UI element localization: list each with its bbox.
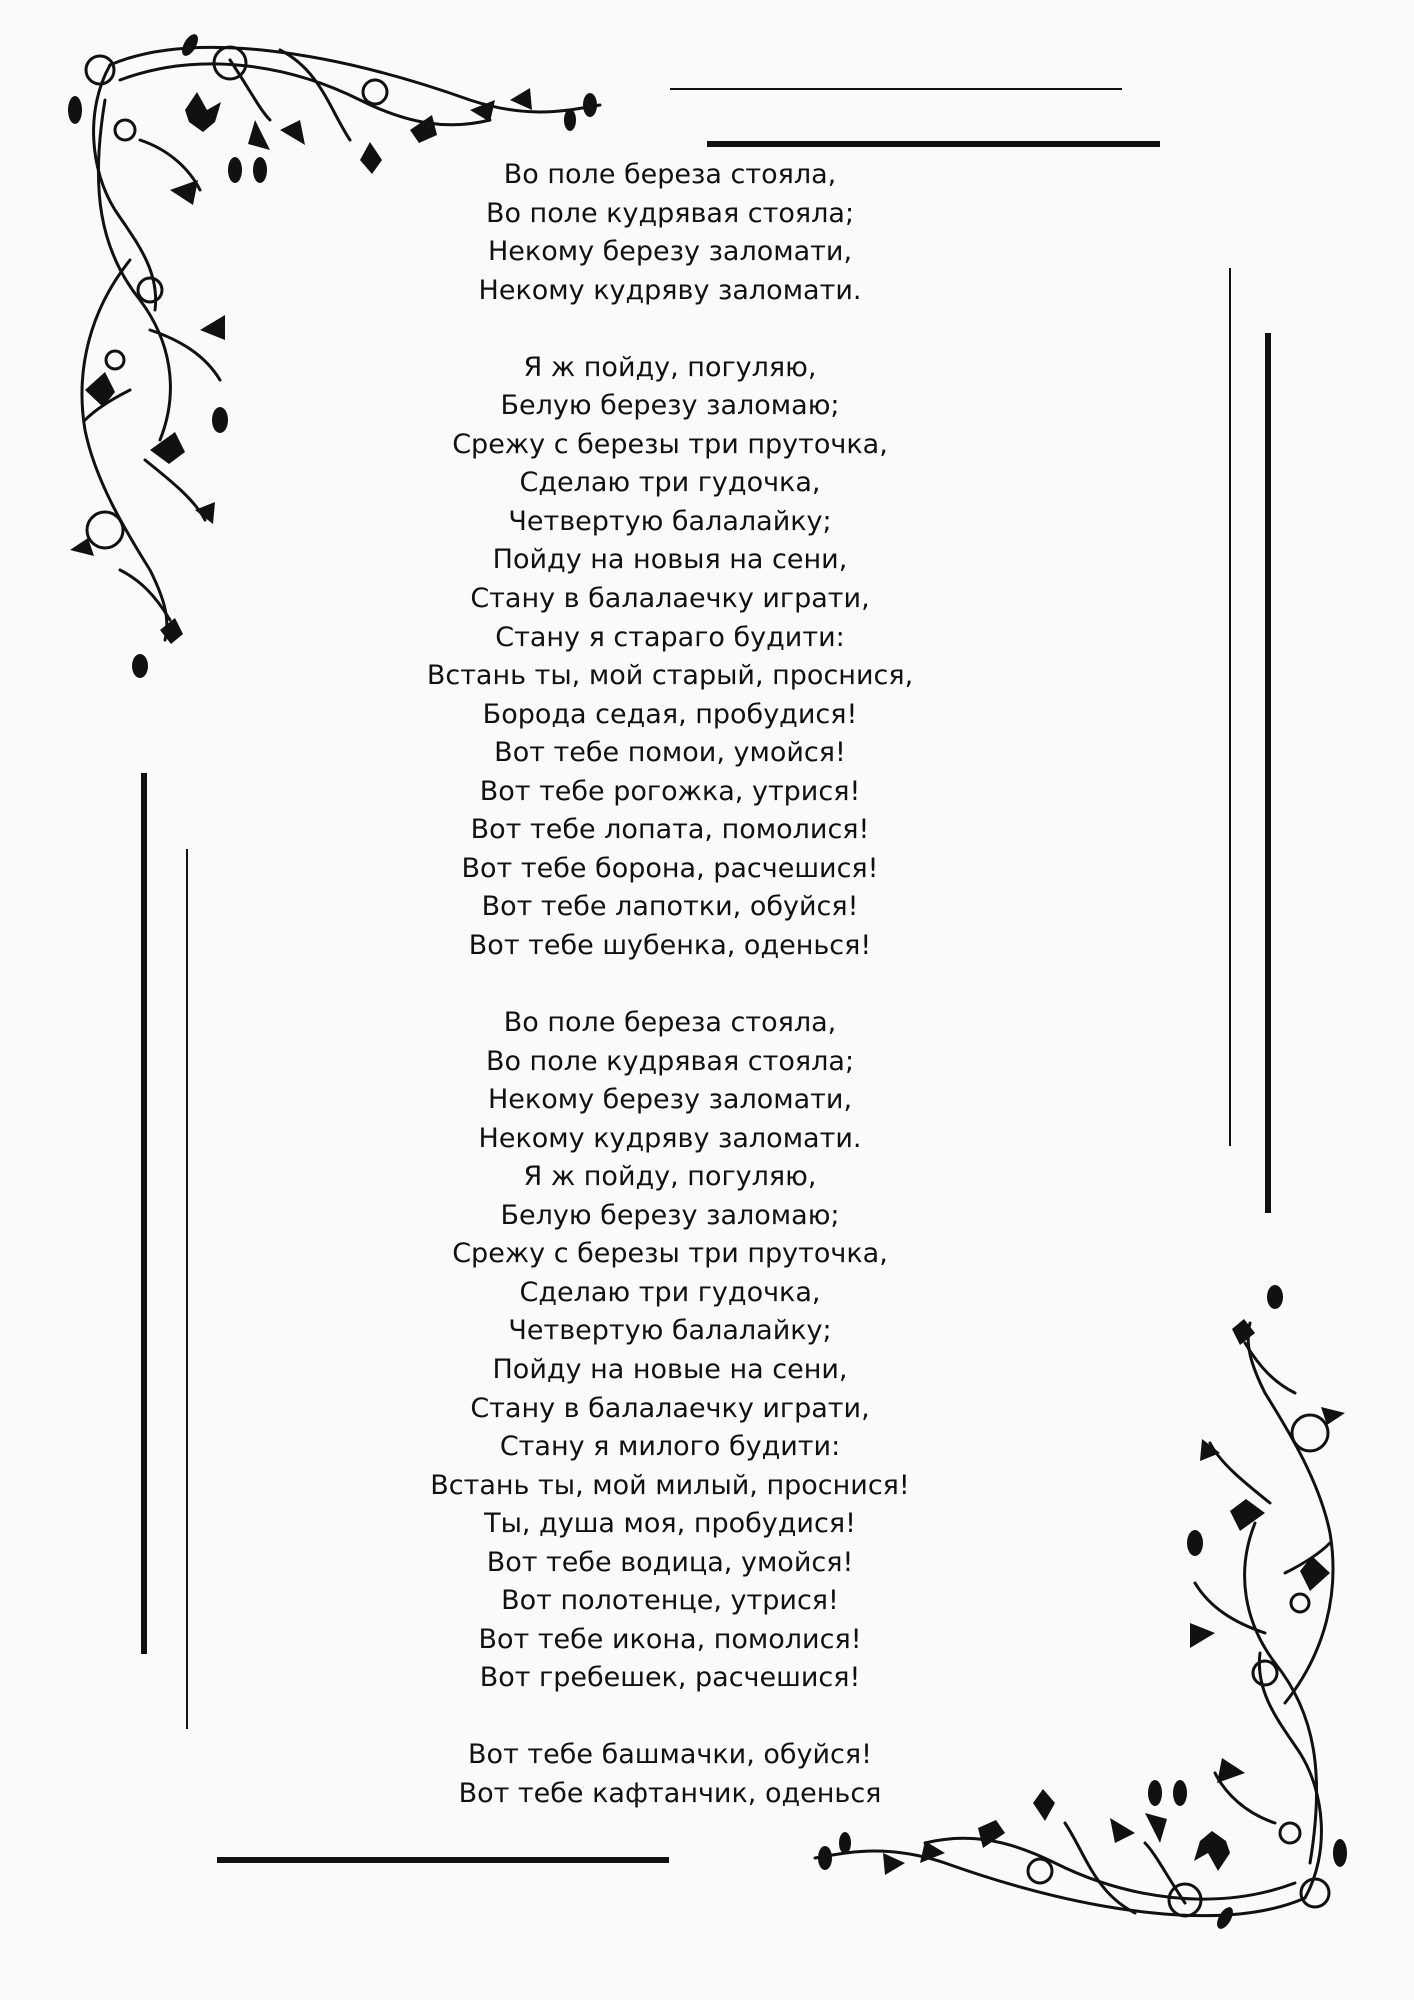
poem-line: Встань ты, мой милый, проснися! <box>430 1469 910 1501</box>
frame-line-right-thick <box>1265 333 1271 1213</box>
poem-line: Во поле кудрявая стояла; <box>485 197 855 229</box>
poem-line: Ты, душа моя, пробудися! <box>484 1508 856 1540</box>
poem-line: Пойду на новыя на сени, <box>492 544 848 576</box>
poem-line: Пойду на новые на сени, <box>492 1353 848 1385</box>
poem-line: Срежу с березы три пруточка, <box>452 1238 888 1270</box>
poem-line: Вот тебе икона, помолися! <box>478 1623 862 1655</box>
poem-line: Вот тебе помои, умойся! <box>494 737 846 769</box>
poem-line: Стану я стараго будити: <box>495 621 845 653</box>
poem-line: Некому березу заломати, <box>487 1084 853 1116</box>
frame-line-top-thin <box>670 88 1122 90</box>
poem-line: Четвертую балалайку; <box>508 1315 832 1347</box>
poem-line: Во поле береза стояла, <box>503 1007 837 1039</box>
poem-line: Я ж пойду, погуляю, <box>523 1161 817 1193</box>
stanza-gap <box>337 965 1003 1004</box>
poem-line: Вот тебе борона, расчешися! <box>461 852 879 884</box>
frame-line-left-thin <box>186 849 188 1729</box>
poem-line: Во поле кудрявая стояла; <box>485 1045 855 1077</box>
poem-line: Некому кудряву заломати. <box>478 274 862 306</box>
poem-line: Некому кудряву заломати. <box>478 1122 862 1154</box>
poem-line: Вот тебе водица, умойся! <box>486 1546 854 1578</box>
poem-line: Вот тебе рогожка, утрися! <box>479 775 861 807</box>
poem-line: Белую березу заломаю; <box>500 390 840 422</box>
poem-line: Встань ты, мой старый, проснися, <box>426 660 914 692</box>
poem-line: Я ж пойду, погуляю, <box>523 351 817 383</box>
frame-line-bottom-thick <box>217 1857 669 1863</box>
poem-line: Вот тебе кафтанчик, оденься <box>458 1777 882 1809</box>
poem-line: Борода седая, пробудися! <box>482 698 858 730</box>
poem-line: Стану я милого будити: <box>499 1431 841 1463</box>
frame-line-top-thick <box>707 141 1160 147</box>
poem-line: Вот полотенце, утрися! <box>501 1585 839 1617</box>
poem-line: Вот тебе лопата, помолися! <box>470 814 870 846</box>
poem-line: Сделаю три гудочка, <box>519 467 821 499</box>
poem-line: Вот гребешек, расчешися! <box>479 1662 861 1694</box>
poem-line: Стану в балалаечку играти, <box>470 583 870 615</box>
frame-line-right-thin <box>1229 268 1231 1146</box>
poem-line: Во поле береза стояла, <box>503 159 837 190</box>
poem-line: Белую березу заломаю; <box>500 1199 840 1231</box>
poem-line: Вот тебе лапотки, обуйся! <box>481 891 859 923</box>
frame-line-left-thick <box>141 773 147 1654</box>
poem-line: Вот тебе башмачки, обуйся! <box>468 1739 872 1771</box>
poem-text <box>337 156 1003 1814</box>
poem-line: Некому березу заломати, <box>487 236 853 268</box>
stanza-gap <box>337 1698 1003 1737</box>
stanza-gap <box>337 310 1003 349</box>
poem-line: Стану в балалаечку играти, <box>470 1392 870 1424</box>
poem-line: Срежу с березы три пруточка, <box>452 428 888 460</box>
poem-line: Сделаю три гудочка, <box>519 1276 821 1308</box>
poem-line: Четвертую балалайку; <box>508 505 832 537</box>
poem-line: Вот тебе шубенка, оденься! <box>468 929 872 961</box>
